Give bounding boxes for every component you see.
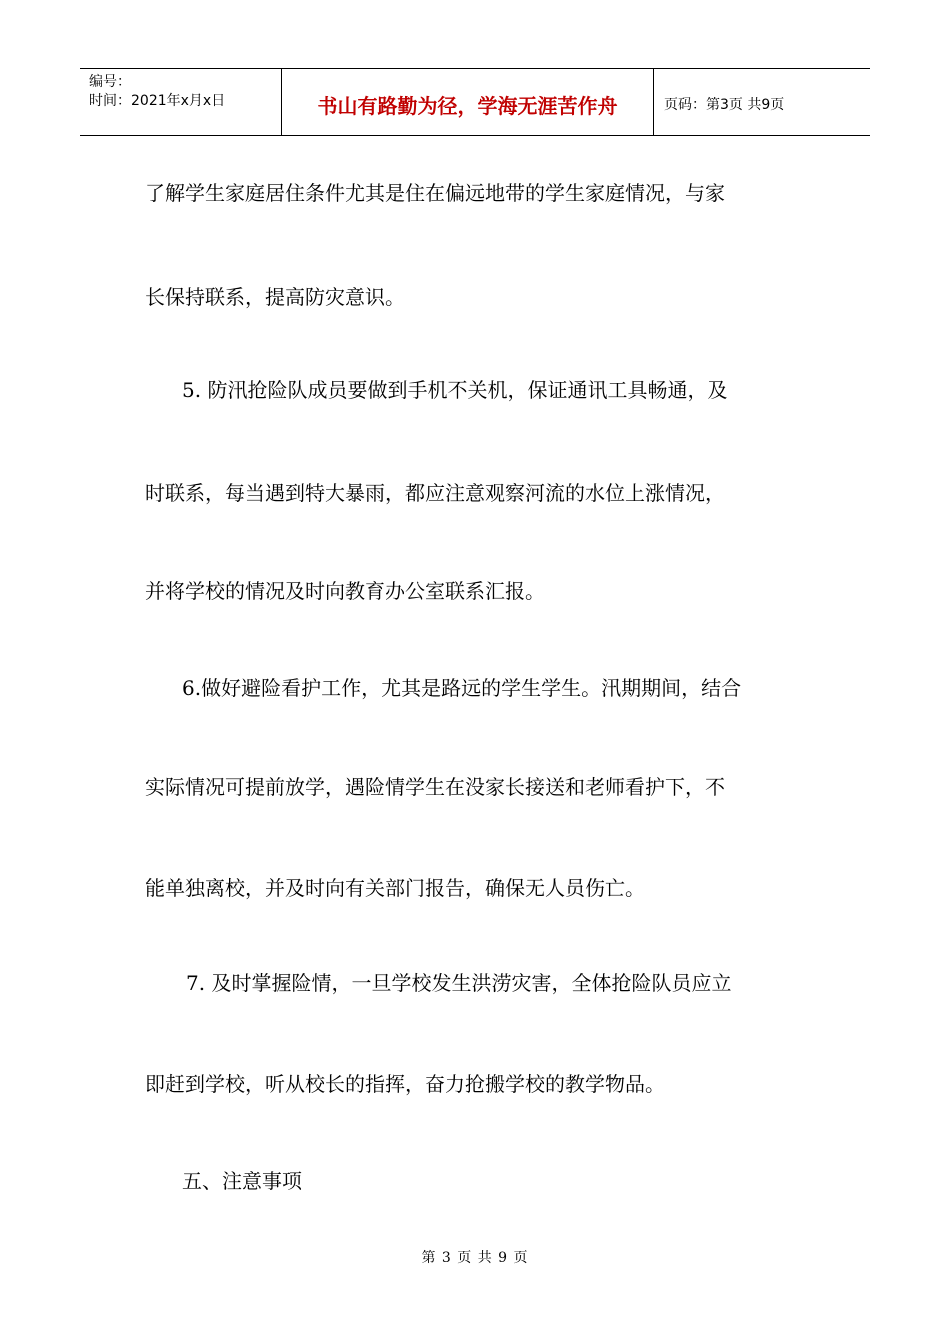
body-line: 并将学校的情况及时向教育办公室联系汇报。 xyxy=(145,579,545,603)
body-line: 实际情况可提前放学，遇险情学生在没家长接送和老师看护下，不 xyxy=(145,775,725,799)
body-line: 时联系，每当遇到特大暴雨，都应注意观察河流的水位上涨情况， xyxy=(145,481,725,505)
document-header xyxy=(80,68,870,136)
body-line: 了解学生家庭居住条件尤其是住在偏远地带的学生家庭情况，与家 xyxy=(145,181,725,205)
header-motto: 书山有路勤为径，学海无涯苦作舟 xyxy=(282,69,654,135)
body-line: 6.做好避险看护工作，尤其是路远的学生学生。汛期期间，结合 xyxy=(182,676,742,700)
header-number-label: 编号： xyxy=(89,74,131,90)
body-line: 能单独离校，并及时向有关部门报告，确保无人员伤亡。 xyxy=(145,876,645,900)
header-time-label: 时间：2021年x月x日 xyxy=(89,93,226,109)
body-line: 即赶到学校，听从校长的指挥，奋力抢搬学校的教学物品。 xyxy=(145,1072,665,1096)
body-line: 7. 及时掌握险情，一旦学校发生洪涝灾害，全体抢险队员应立 xyxy=(186,971,732,995)
section-heading: 五、注意事项 xyxy=(182,1169,302,1193)
body-line: 5. 防汛抢险队成员要做到手机不关机，保证通讯工具畅通，及 xyxy=(182,378,728,402)
header-page-code: 页码：第3页 共9页 xyxy=(664,97,785,113)
body-line: 长保持联系，提高防灾意识。 xyxy=(145,285,405,309)
page-footer: 第 3 页 共 9 页 xyxy=(421,1250,529,1266)
header-info-cell xyxy=(80,69,282,135)
